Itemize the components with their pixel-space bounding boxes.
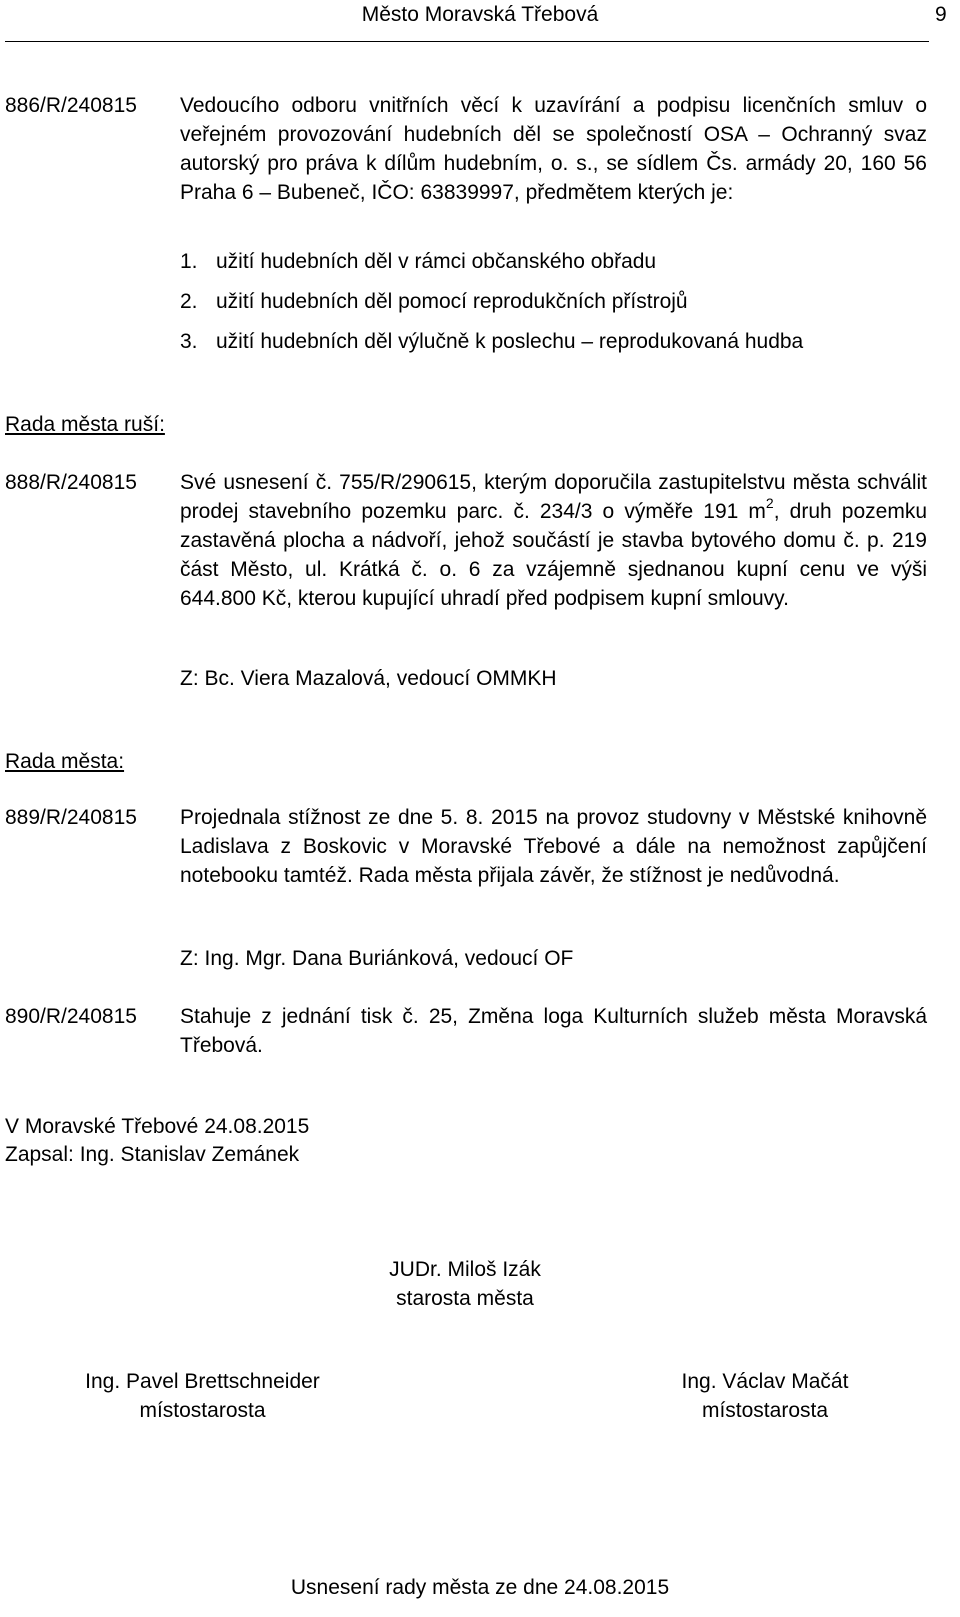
mayor-name: JUDr. Miloš Izák bbox=[389, 1258, 541, 1281]
signature-deputy-1 bbox=[40, 1367, 365, 1425]
responsible-person-889: Z: Ing. Mgr. Dana Buriánková, vedoucí OF bbox=[180, 947, 574, 970]
deputy1-name: Ing. Pavel Brettschneider bbox=[85, 1370, 320, 1393]
resolution-text-888 bbox=[180, 468, 927, 613]
mayor-title: starosta města bbox=[396, 1287, 534, 1310]
list-item-text: užití hudebních děl pomocí reprodukčních přístrojů bbox=[216, 290, 688, 313]
page-footer: Usnesení rady města ze dne 24.08.2015 bbox=[290, 1576, 670, 1599]
resolution-id-890: 890/R/240815 bbox=[5, 1005, 137, 1028]
list-item-number: 3. bbox=[180, 330, 198, 353]
list-item bbox=[180, 327, 803, 356]
superscript-two: 2 bbox=[765, 495, 774, 511]
deputy1-title: místostarosta bbox=[139, 1399, 266, 1422]
recorded-by: Zapsal: Ing. Stanislav Zemánek bbox=[5, 1143, 300, 1166]
list-item-text: užití hudebních děl v rámci občanského obřadu bbox=[216, 250, 657, 273]
resolution-text-888-part2: , druh pozemku zastavěná plocha a nádvoří, jehož součástí je stavba bytového domu č. p. 219 část Město, ul. Krátká č. o. 6 za vzájemně sjednanou kupní cenu ve výši 644.800 Kč, kterou kupující uhradí před podpisem kupní smlouvy. bbox=[180, 500, 928, 610]
resolution-text-888-part1: Své usnesení č. 755/R/290615, kterým doporučila zastupitelstvu města schválit prodej stavebního pozemku parc. č. 234/3 o výměře 191 m bbox=[180, 471, 927, 523]
header-divider bbox=[5, 41, 929, 42]
list-item bbox=[180, 247, 656, 276]
resolution-id-886: 886/R/240815 bbox=[5, 94, 137, 117]
place-and-date: V Moravské Třebové 24.08.2015 bbox=[5, 1115, 310, 1138]
list-item-number: 2. bbox=[180, 290, 198, 313]
list-item bbox=[180, 287, 688, 316]
resolution-text-886: Vedoucího odboru vnitřních věcí k uzavírání a podpisu licenčních smluv o veřejném provozování hudebních děl se společností OSA – Ochranný svaz autorský pro práva k dílům hudebním, o. s., se sídlem Čs. armády 20, 160 56 Praha 6 – Bubeneč, IČO: 63839997, předmětem kterých je: bbox=[180, 94, 927, 204]
signature-mayor bbox=[330, 1255, 600, 1313]
section-heading-cancels: Rada města ruší: bbox=[5, 413, 165, 436]
resolution-id-889: 889/R/240815 bbox=[5, 806, 137, 829]
page-number: 9 bbox=[935, 3, 947, 26]
section-heading-council: Rada města: bbox=[5, 750, 125, 773]
deputy2-title: místostarosta bbox=[701, 1399, 829, 1422]
responsible-person-888: Z: Bc. Viera Mazalová, vedoucí OMMKH bbox=[180, 667, 557, 690]
page-header-title: Město Moravská Třebová bbox=[361, 3, 599, 26]
signature-deputy-2 bbox=[640, 1367, 890, 1425]
resolution-text-889: Projednala stížnost ze dne 5. 8. 2015 na provoz studovny v Městské knihovně Ladislava z Boskovic v Moravské Třebové a dále na nemožnost zapůjčení notebooku tamtéž. Rada města přijala závěr, že stížnost je nedůvodná. bbox=[180, 806, 927, 887]
deputy2-name: Ing. Václav Mačát bbox=[681, 1370, 849, 1393]
resolution-id-888: 888/R/240815 bbox=[5, 471, 137, 494]
resolution-text-890: Stahuje z jednání tisk č. 25, Změna loga Kulturních služeb města Moravská Třebová. bbox=[180, 1005, 927, 1057]
list-item-text: užití hudebních děl výlučně k poslechu – reprodukovaná hudba bbox=[216, 330, 804, 353]
list-item-number: 1. bbox=[180, 250, 198, 273]
